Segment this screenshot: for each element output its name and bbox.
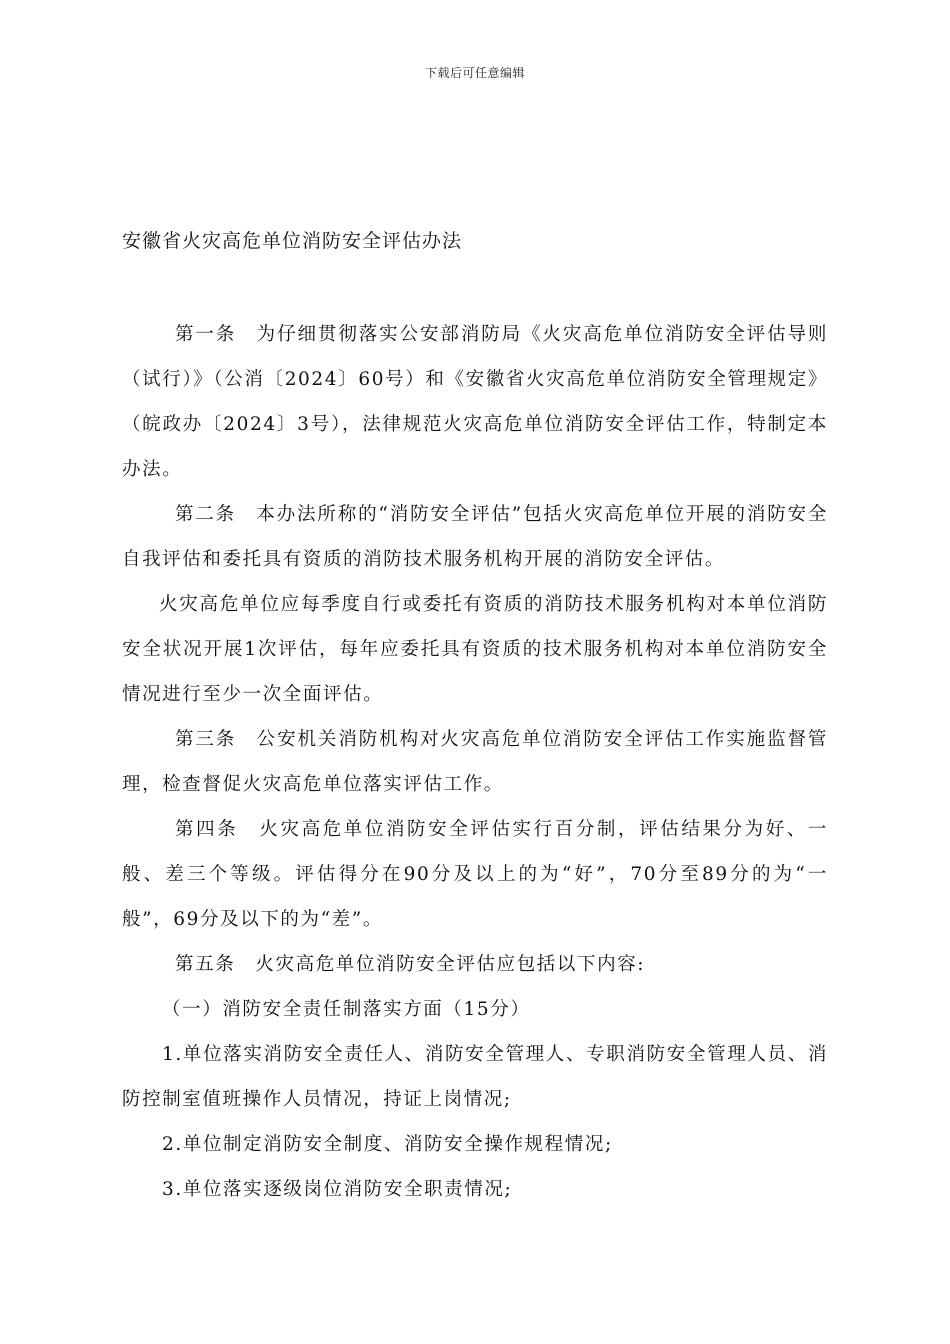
section-heading: （一）消防安全责任制落实方面（15分） xyxy=(162,999,531,1020)
article-4-paragraph: 第四条 火灾高危单位消防安全评估实行百分制，评估结果分为好、一般、差三个等级。评估得分在90分及以上的为“好”，70分至89分的为“一般”，69分及以下的为“差”。 xyxy=(122,819,828,930)
document-body xyxy=(122,312,828,1212)
list-item: 1.单位落实消防安全责任人、消防安全管理人、专职消防安全管理人员、消防控制室值班操作人员情况，持证上岗情况; xyxy=(122,1044,828,1110)
article-5-paragraph: 第五条 火灾高危单位消防安全评估应包括以下内容: xyxy=(175,954,646,975)
article-3-paragraph: 第三条 公安机关消防机构对火灾高危单位消防安全评估工作实施监督管理，检查督促火灾高危单位落实评估工作。 xyxy=(122,729,828,795)
article-2-paragraph: 第二条 本办法所称的“消防安全评估”包括火灾高危单位开展的消防安全自我评估和委托具有资质的消防技术服务机构开展的消防安全评估。 xyxy=(122,504,828,570)
header-note: 下载后可任意编辑 xyxy=(424,66,525,80)
list-item: 3.单位落实逐级岗位消防安全职责情况; xyxy=(162,1179,513,1200)
article-2-continuation-paragraph: 火灾高危单位应每季度自行或委托有资质的消防技术服务机构对本单位消防安全状况开展1次评估，每年应委托具有资质的技术服务机构对本单位消防安全情况进行至少一次全面评估。 xyxy=(122,594,828,705)
list-item: 2.单位制定消防安全制度、消防安全操作规程情况; xyxy=(162,1134,613,1155)
document-title: 安徽省火灾高危单位消防安全评估办法 xyxy=(122,230,463,252)
article-1-paragraph: 第一条 为仔细贯彻落实公安部消防局《火灾高危单位消防安全评估导则（试行）》（公消〔2024〕60号）和《安徽省火灾高危单位消防安全管理规定》（皖政办〔2024〕3号），法律规范火灾高危单位消防安全评估工作，特制定本办法。 xyxy=(122,324,828,480)
